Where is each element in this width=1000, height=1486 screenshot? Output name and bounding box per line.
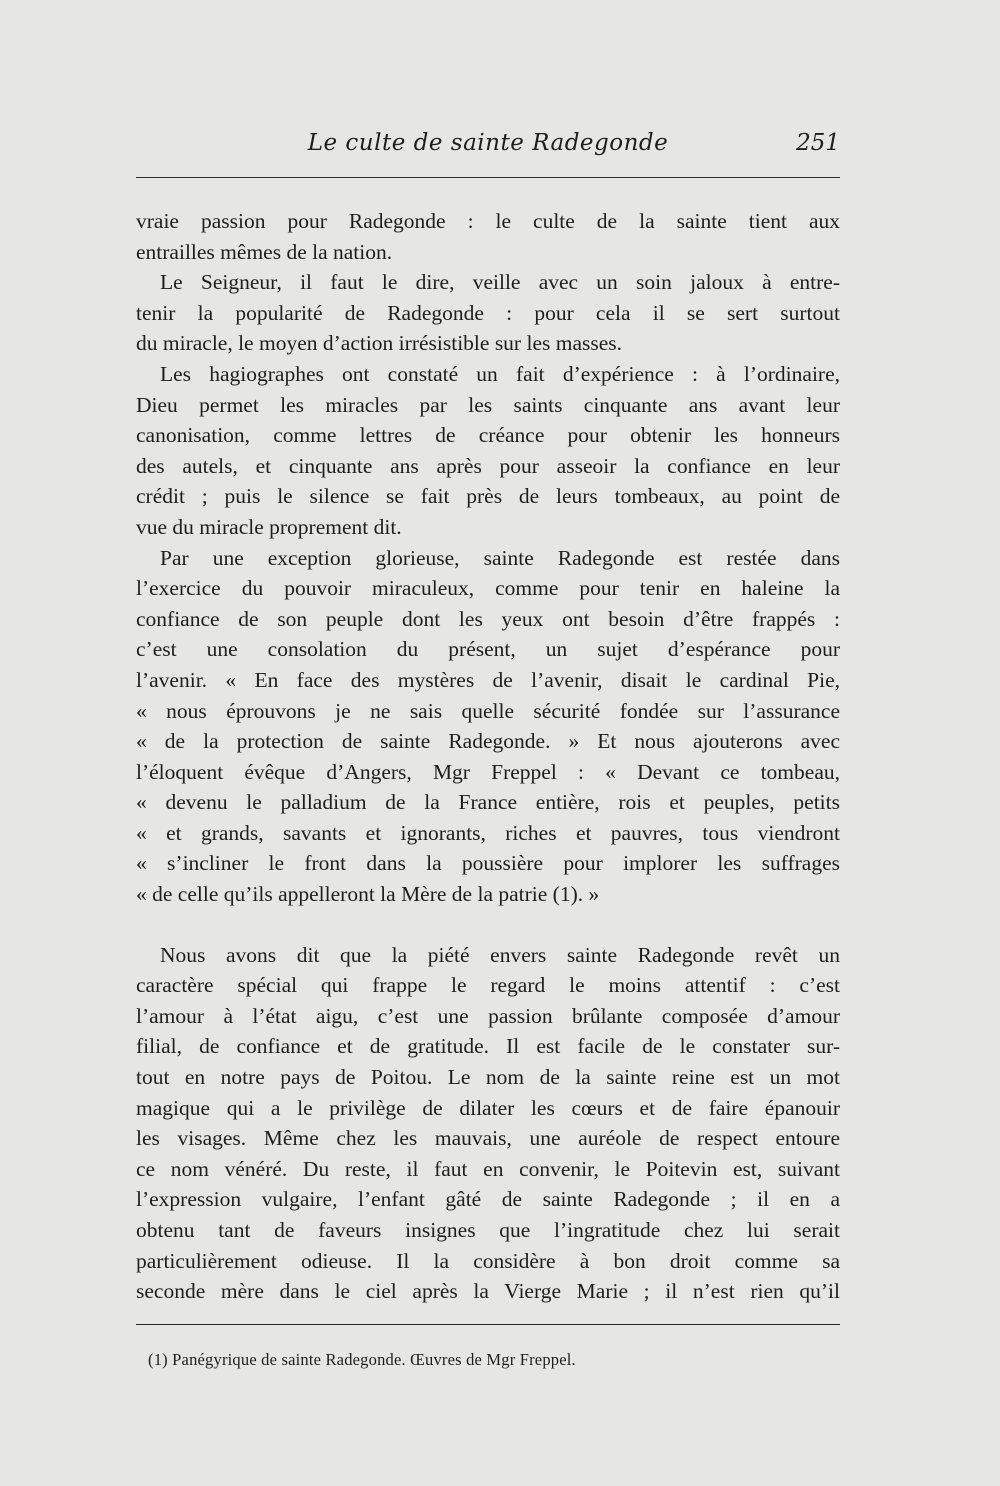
- text-line: filial, de confiance et de gratitude. Il est facile de le constater sur-: [136, 1034, 840, 1059]
- text-line: confiance de son peuple dont les yeux ont besoin d’être frappés :: [136, 606, 840, 631]
- text-line: l’avenir. « En face des mystères de l’avenir, disait le cardinal Pie,: [136, 667, 840, 692]
- text-line: c’est une consolation du présent, un sujet d’espérance pour: [136, 637, 840, 662]
- text-line: les visages. Même chez les mauvais, une auréole de respect entoure: [136, 1126, 840, 1151]
- section-gap: [136, 910, 840, 940]
- paragraph-1: [136, 206, 840, 267]
- text-line: du miracle, le moyen d’action irrésistible sur les masses.: [136, 331, 623, 356]
- text-line: seconde mère dans le ciel après la Vierge Marie ; il n’est rien qu’il: [136, 1279, 840, 1304]
- page-number: 251: [796, 130, 840, 156]
- text-line: magique qui a le privilège de dilater les cœurs et de faire épanouir: [136, 1095, 840, 1120]
- text-line: vue du miracle proprement dit.: [136, 514, 402, 539]
- text-line: « nous éprouvons je ne sais quelle sécurité fondée sur l’assurance: [136, 698, 840, 723]
- text-line: « devenu le palladium de la France entière, rois et peuples, petits: [136, 790, 840, 815]
- paragraph-5: [136, 940, 840, 1307]
- text-line: des autels, et cinquante ans après pour asseoir la confiance en leur: [136, 453, 840, 478]
- text-line: Les hagiographes ont constaté un fait d’expérience : à l’ordinaire,: [160, 361, 840, 386]
- paragraph-4: [136, 543, 840, 910]
- paragraph-2: [136, 267, 840, 359]
- footnote: (1) Panégyrique de sainte Radegonde. Œuvres de Mgr Freppel.: [148, 1350, 576, 1369]
- text-line: tenir la popularité de Radegonde : pour cela il se sert surtout: [136, 300, 840, 325]
- text-line: « de celle qu’ils appelleront la Mère de la patrie (1). »: [136, 882, 600, 907]
- text-line: vraie passion pour Radegonde : le culte de la sainte tient aux: [136, 209, 840, 233]
- header-rule: [136, 177, 840, 178]
- text-line: caractère spécial qui frappe le regard le moins attentif : c’est: [136, 973, 840, 998]
- text-line: crédit ; puis le silence se fait près de leurs tombeaux, au point de: [136, 484, 840, 509]
- text-line: l’exercice du pouvoir miraculeux, comme pour tenir en haleine la: [136, 576, 840, 601]
- text-line: particulièrement odieuse. Il la considère à bon droit comme sa: [136, 1248, 840, 1273]
- text-line: l’éloquent évêque d’Angers, Mgr Freppel : « Devant ce tombeau,: [136, 759, 840, 784]
- page-header: [136, 130, 840, 164]
- text-line: l’amour à l’état aigu, c’est une passion brûlante composée d’amour: [136, 1003, 840, 1028]
- text-line: Le Seigneur, il faut le dire, veille avec un soin jaloux à entre-: [160, 270, 840, 295]
- text-line: obtenu tant de faveurs insignes que l’ingratitude chez lui serait: [136, 1218, 840, 1242]
- paragraph-3: [136, 359, 840, 543]
- text-line: Dieu permet les miracles par les saints cinquante ans avant leur: [136, 392, 840, 417]
- text-line: entrailles mêmes de la nation.: [136, 239, 393, 264]
- running-title: Le culte de sainte Radegonde: [307, 130, 669, 156]
- body-text: [136, 206, 840, 1307]
- text-line: Par une exception glorieuse, sainte Radegonde est restée dans: [160, 545, 840, 570]
- text-line: « s’incliner le front dans la poussière pour implorer les suffrages: [136, 851, 840, 876]
- text-line: tout en notre pays de Poitou. Le nom de la sainte reine est un mot: [136, 1065, 840, 1090]
- footnote-rule: [136, 1324, 840, 1325]
- text-line: canonisation, comme lettres de créance pour obtenir les honneurs: [136, 423, 840, 448]
- text-line: « et grands, savants et ignorants, riches et pauvres, tous viendront: [136, 820, 840, 845]
- text-line: Nous avons dit que la piété envers sainte Radegonde revêt un: [160, 942, 840, 967]
- text-line: l’expression vulgaire, l’enfant gâté de sainte Radegonde ; il en a: [136, 1187, 840, 1212]
- text-line: « de la protection de sainte Radegonde. » Et nous ajouterons avec: [136, 729, 840, 754]
- text-line: ce nom vénéré. Du reste, il faut en convenir, le Poitevin est, suivant: [136, 1156, 840, 1181]
